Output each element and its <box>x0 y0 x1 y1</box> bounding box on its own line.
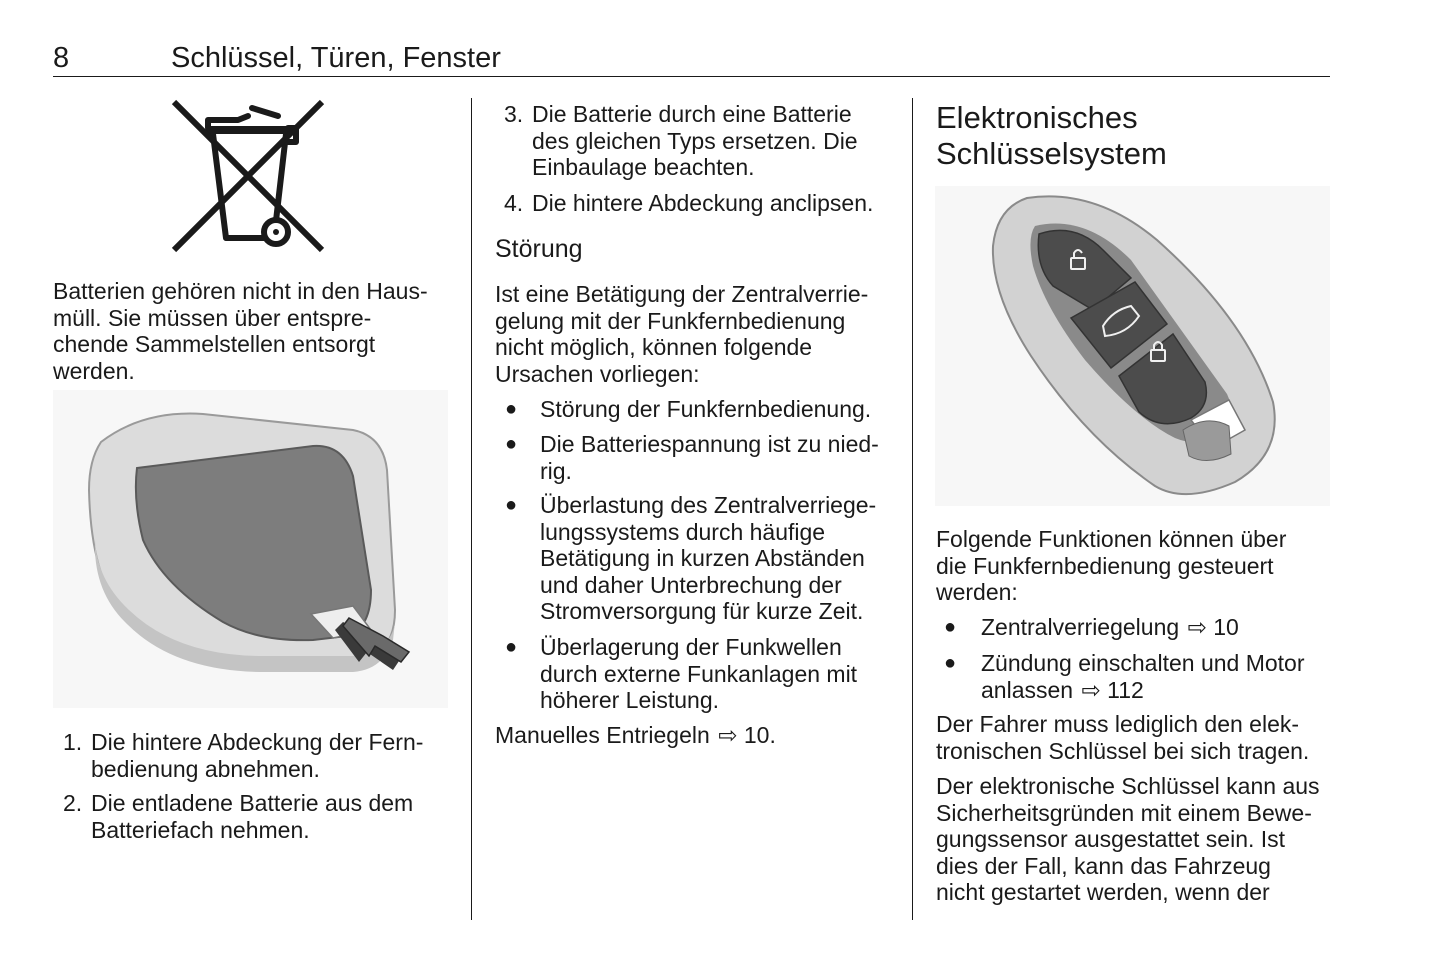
motion-sensor-note <box>936 773 1336 906</box>
bullet: ● <box>505 636 518 658</box>
list-item <box>505 492 900 627</box>
step-number: 4. <box>504 190 524 216</box>
text-line: Überlagerung der Funkwellen <box>540 634 842 660</box>
bullet: ● <box>944 652 957 674</box>
page-ref-arrow-icon: ⇨ <box>1187 614 1207 640</box>
text-line: Folgende Funktionen können über <box>936 526 1287 552</box>
text-line: höherer Leistung. <box>540 687 720 713</box>
column-divider-1 <box>471 98 472 920</box>
text-line: durch externe Funkanlagen mit <box>540 660 858 687</box>
text-line: tronischen Schlüssel bei sich tragen. <box>936 737 1310 764</box>
list-item <box>63 729 453 785</box>
text-line: werden. <box>53 357 135 384</box>
section-title: Schlüssel, Türen, Fenster <box>171 42 501 74</box>
page-ref-link[interactable]: 10. <box>743 722 776 748</box>
text-line: Ist eine Betätigung der Zentralverrie- <box>495 281 869 307</box>
list-item <box>505 431 900 487</box>
text-line: werden: <box>936 579 1018 605</box>
fault-intro <box>495 281 900 387</box>
text-line: Die entladene Batterie aus dem <box>91 790 414 816</box>
chapter-heading <box>936 100 1167 172</box>
text-line: rig. <box>540 457 572 484</box>
text-line: Überlastung des Zentralverriege- <box>540 492 877 518</box>
heading-line: Schlüsselsystem <box>936 136 1167 171</box>
text-line: lungssystems durch häufige <box>540 518 826 545</box>
page-ref-link[interactable]: 112 <box>1107 676 1144 703</box>
list-item <box>944 614 1334 642</box>
list-item <box>504 190 899 218</box>
step-number: 2. <box>63 790 83 816</box>
electronic-key-figure <box>935 186 1330 506</box>
text-line: chende Sammelstellen entsorgt <box>53 331 376 357</box>
text-line: und daher Unterbrechung der <box>540 571 842 598</box>
text-line: Sicherheitsgründen mit einem Bewe- <box>936 799 1312 826</box>
text-line: Der Fahrer muss lediglich den elek- <box>936 711 1300 737</box>
electronic-key-illustration <box>935 186 1330 506</box>
list-item <box>944 650 1334 706</box>
text-line: Ursachen vorliegen: <box>495 360 700 387</box>
text-line: nicht gestartet werden, wenn der <box>936 879 1270 905</box>
step-text <box>91 729 423 782</box>
disposal-note <box>53 278 463 384</box>
bullet-text <box>540 492 876 625</box>
list-item <box>63 790 453 846</box>
step-number: 1. <box>63 729 83 755</box>
driver-note <box>936 711 1336 764</box>
page-ref-link[interactable]: 10 <box>1213 614 1239 640</box>
page-ref-arrow-icon: ⇨ <box>1081 676 1101 703</box>
text-line: Zentralverriegelung <box>981 614 1180 640</box>
functions-intro <box>936 526 1331 606</box>
bullet-text <box>540 431 879 484</box>
text-line: Betätigung in kurzen Abständen <box>540 545 865 571</box>
bullet: ● <box>505 433 518 455</box>
text-line: gelung mit der Funkfernbedienung <box>495 307 846 334</box>
step-text <box>532 190 873 217</box>
step-text <box>91 790 413 843</box>
text-line: Der elektronische Schlüssel kann aus <box>936 773 1320 799</box>
text-line: gungssensor ausgestattet sein. Ist <box>936 826 1286 852</box>
bullet-text <box>981 614 1239 641</box>
bullet-text <box>540 396 871 423</box>
page-header <box>53 40 1330 77</box>
text-line: des gleichen Typs ersetzen. Die <box>532 127 858 154</box>
bullet-text <box>540 634 857 714</box>
bullet: ● <box>505 398 518 420</box>
text-line: Batteriefach nehmen. <box>91 816 310 843</box>
text-line: dies der Fall, kann das Fahrzeug <box>936 852 1271 879</box>
text-line: Die Batteriespannung ist zu nied- <box>540 431 879 457</box>
step-text <box>532 101 858 181</box>
text-line-with-ref <box>981 677 1305 704</box>
crossed-out-bin-icon <box>168 98 328 256</box>
column-divider-2 <box>912 98 913 920</box>
page-ref-arrow-icon: ⇨ <box>718 722 738 748</box>
text-line: anlassen <box>981 676 1074 703</box>
text-line: Zündung einschalten und Motor <box>981 650 1305 676</box>
reference-text: Manuelles Entriegeln <box>495 722 710 748</box>
heading-line: Elektronisches <box>936 100 1138 135</box>
bullet-text <box>981 650 1305 703</box>
bullet: ● <box>944 616 957 638</box>
step-number: 3. <box>504 101 524 127</box>
list-item <box>505 396 900 424</box>
section-heading: Störung <box>495 235 583 263</box>
text-line: Störung der Funkfernbedienung. <box>540 396 872 422</box>
text-line: Die hintere Abdeckung der Fern- <box>91 729 424 755</box>
key-back-cover-illustration <box>53 390 448 708</box>
list-item <box>505 634 900 716</box>
text-line: nicht möglich, können folgende <box>495 334 813 360</box>
text-line: Die Batterie durch eine Batterie <box>532 101 852 127</box>
text-line: müll. Sie müssen über entspre- <box>53 304 372 331</box>
manual-unlock-reference <box>495 722 776 749</box>
key-back-cover-figure <box>53 390 448 708</box>
text-line: Stromversorgung für kurze Zeit. <box>540 598 864 624</box>
text-line: bedienung abnehmen. <box>91 755 320 782</box>
page-number: 8 <box>53 42 70 74</box>
list-item <box>504 101 899 183</box>
bullet: ● <box>505 494 518 516</box>
text-line: Batterien gehören nicht in den Haus- <box>53 278 428 304</box>
text-line: Einbaulage beachten. <box>532 154 755 180</box>
text-line: Die hintere Abdeckung anclipsen. <box>532 190 874 216</box>
text-line: die Funkfernbedienung gesteuert <box>936 552 1274 579</box>
